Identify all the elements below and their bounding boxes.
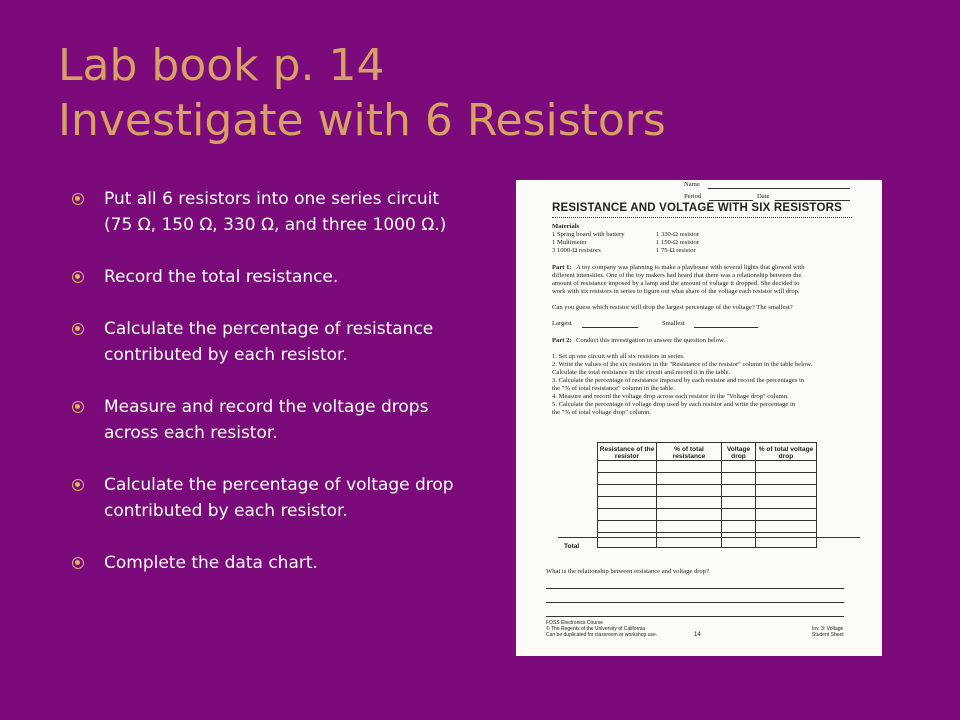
worksheet-image [516,180,882,656]
footer-student-sheet: Student Sheet [812,632,844,638]
answer-line [546,602,844,603]
bullet-item [72,394,472,446]
largest-label: Largest [552,320,572,327]
worksheet-heading: RESISTANCE AND VOLTAGE WITH SIX RESISTORS [552,202,842,214]
materials-label: Materials [552,223,580,230]
answer-line [546,616,844,617]
bullet-marker-icon [72,557,84,569]
table-row [598,461,817,473]
step-line: the "% of total voltage drop" column. [552,409,651,416]
footer-copyright: © The Regents of the University of California [546,626,645,632]
smallest-label: Smallest [662,320,685,327]
date-label: Date [757,193,770,200]
footer-course: FOSS Electronics Course [546,620,603,626]
table-row [598,485,817,497]
bullet-marker-icon [72,271,84,283]
bullet-item [72,316,472,368]
table-row [598,533,817,548]
final-question: What is the relationship between resistance and voltage drop? [546,568,709,575]
step-line: the "% of total resistance" column in the table. [552,385,675,392]
step-line: Calculate the total resistance in the circuit and record it in the table. [552,369,731,376]
bullet-marker-icon [72,193,84,205]
material-item: 1 Spring board with battery [552,231,625,238]
step-line: 2. Write the values of the six resistors in the "Resistance of the resistor" column in the table below. [552,361,813,368]
part1-label: Part 1: [552,264,572,271]
table-row [598,497,817,509]
table-header: % of total resistance [657,443,722,461]
bullet-text: Record the total resistance. [104,267,339,287]
bullet-list [72,186,472,576]
part1-line: work with six resistors in series to figure out what share of the voltage each resistor will drop. [552,288,800,295]
name-line [708,188,850,189]
part2-text: Conduct this investigation to answer the question below. [576,337,726,344]
bullet-marker-icon [72,323,84,335]
footer-duplicate: Can be duplicated for classroom or workshop use. [546,632,658,638]
material-item: 1 150-Ω resistor [656,239,699,246]
bullet-text: Calculate the percentage of voltage drop contributed by each resistor. [104,475,454,521]
table-row [598,473,817,485]
heading-rule [552,217,852,219]
guess-question: Can you guess which resistor will drop the largest percentage of the voltage? The smallest? [552,304,793,311]
answer-line [546,588,844,589]
footer-investigation: Inv. 3: Voltage [812,626,844,632]
step-line: 5. Calculate the percentage of voltage drop used by each resistor and write the percentage in [552,401,796,408]
data-table [597,442,817,548]
material-item: 1 330-Ω resistor [656,231,699,238]
date-line [775,200,850,201]
material-item: 3 1000-Ω resistors [552,247,601,254]
step-line: 3. Calculate the percentage of resistance imposed by each resistor and record the percentages in [552,377,805,384]
material-item: 1 Multimeter [552,239,587,246]
bullet-item [72,550,472,576]
step-line: 1. Set up one circuit with all six resistors in series. [552,353,685,360]
bullet-item [72,264,472,290]
name-label: Name [684,181,700,188]
table-header: Resistance of the resistor [598,443,657,461]
slide-title [58,38,666,148]
material-item: 1 75-Ω resistor [656,247,696,254]
part1-line: A toy company was planning to make a playhouse with several lights that glowed with [576,264,805,271]
bullet-text: Put all 6 resistors into one series circuit (75 Ω, 150 Ω, 330 Ω, and three 1000 Ω.) [104,189,447,235]
part1-line: different intensities. One of the toy makers had heard that there was a relationship between the [552,272,802,279]
footer-page-number: 14 [694,632,701,638]
table-header: Voltage drop [722,443,756,461]
part2-label: Part 2: [552,337,572,344]
title-line-1: Lab book p. 14 [58,40,385,91]
table-row [598,521,817,533]
bullet-text: Measure and record the voltage drops across each resistor. [104,397,429,443]
bullet-item [72,186,472,238]
table-row [598,509,817,521]
total-row-rule [558,537,860,538]
title-line-2: Investigate with 6 Resistors [58,95,666,146]
part1-line: amount of resistance imposed by a lamp and the amount of voltage it dropped. She decided to [552,280,800,287]
table-header: % of total voltage drop [756,443,817,461]
smallest-line [694,327,758,328]
bullet-marker-icon [72,479,84,491]
period-label: Period [684,193,702,200]
largest-line [582,327,638,328]
bullet-text: Complete the data chart. [104,553,318,573]
bullet-text: Calculate the percentage of resistance contributed by each resistor. [104,319,434,365]
bullet-marker-icon [72,401,84,413]
step-line: 4. Measure and record the voltage drop across each resistor in the "Voltage drop" column. [552,393,789,400]
period-line [709,200,753,201]
bullet-item [72,472,472,524]
total-label: Total [564,543,580,550]
